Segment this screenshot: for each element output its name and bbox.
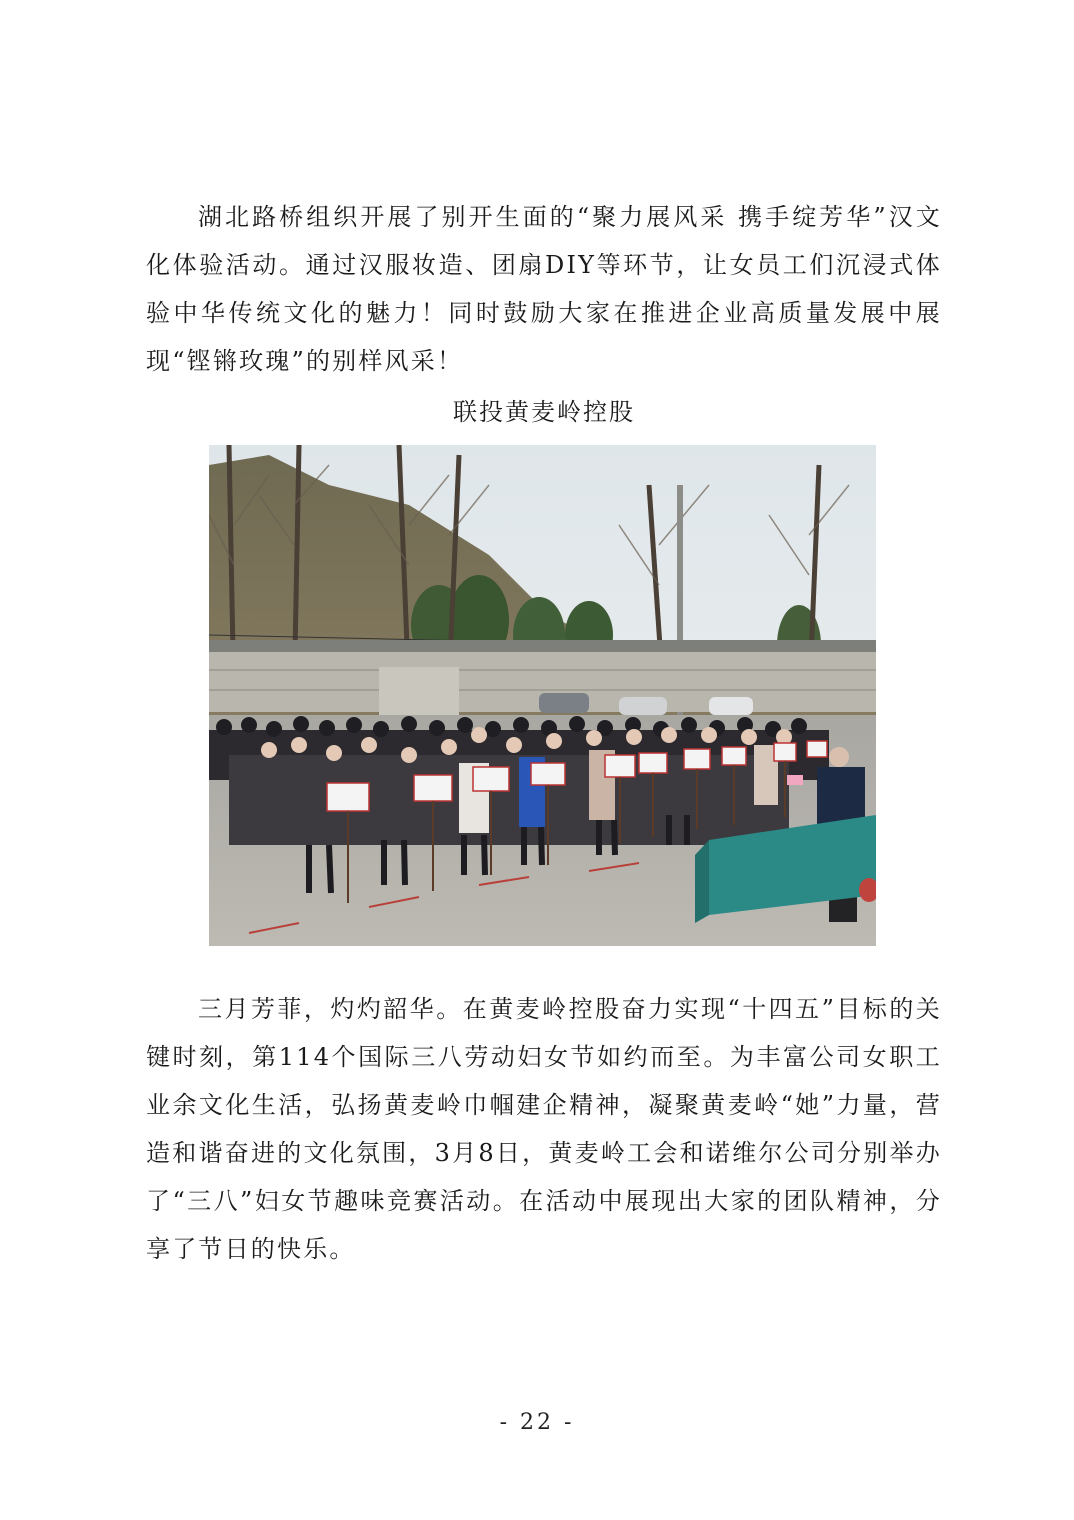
- page-number: - 22 -: [499, 1410, 575, 1435]
- photo-caption: 联投黄麦岭控股: [453, 398, 635, 426]
- event-photo: [209, 445, 876, 946]
- paragraph-womens-day: 三月芳菲，灼灼韶华。在黄麦岭控股奋力实现“十四五”目标的关键时刻，第114个国际三八劳动妇女节如约而至。为丰富公司女职工业余文化生活，弘扬黄麦岭巾帼建企精神，凝聚黄麦岭“她”力量，营造和谐奋进的文化氛围，3月8日，黄麦岭工会和诺维尔公司分别举办了“三八”妇女节趣味竞赛活动。在活动中展现出大家的团队精神，分享了节日的快乐。: [146, 995, 942, 1263]
- paragraph-hubei-road-bridge: 湖北路桥组织开展了别开生面的“聚力展风采 携手绽芳华”汉文化体验活动。通过汉服妆造、团扇DIY等环节，让女员工们沉浸式体验中华传统文化的魅力！同时鼓励大家在推进企业高质量发展中展现“铿锵玫瑰”的别样风采！: [146, 203, 942, 375]
